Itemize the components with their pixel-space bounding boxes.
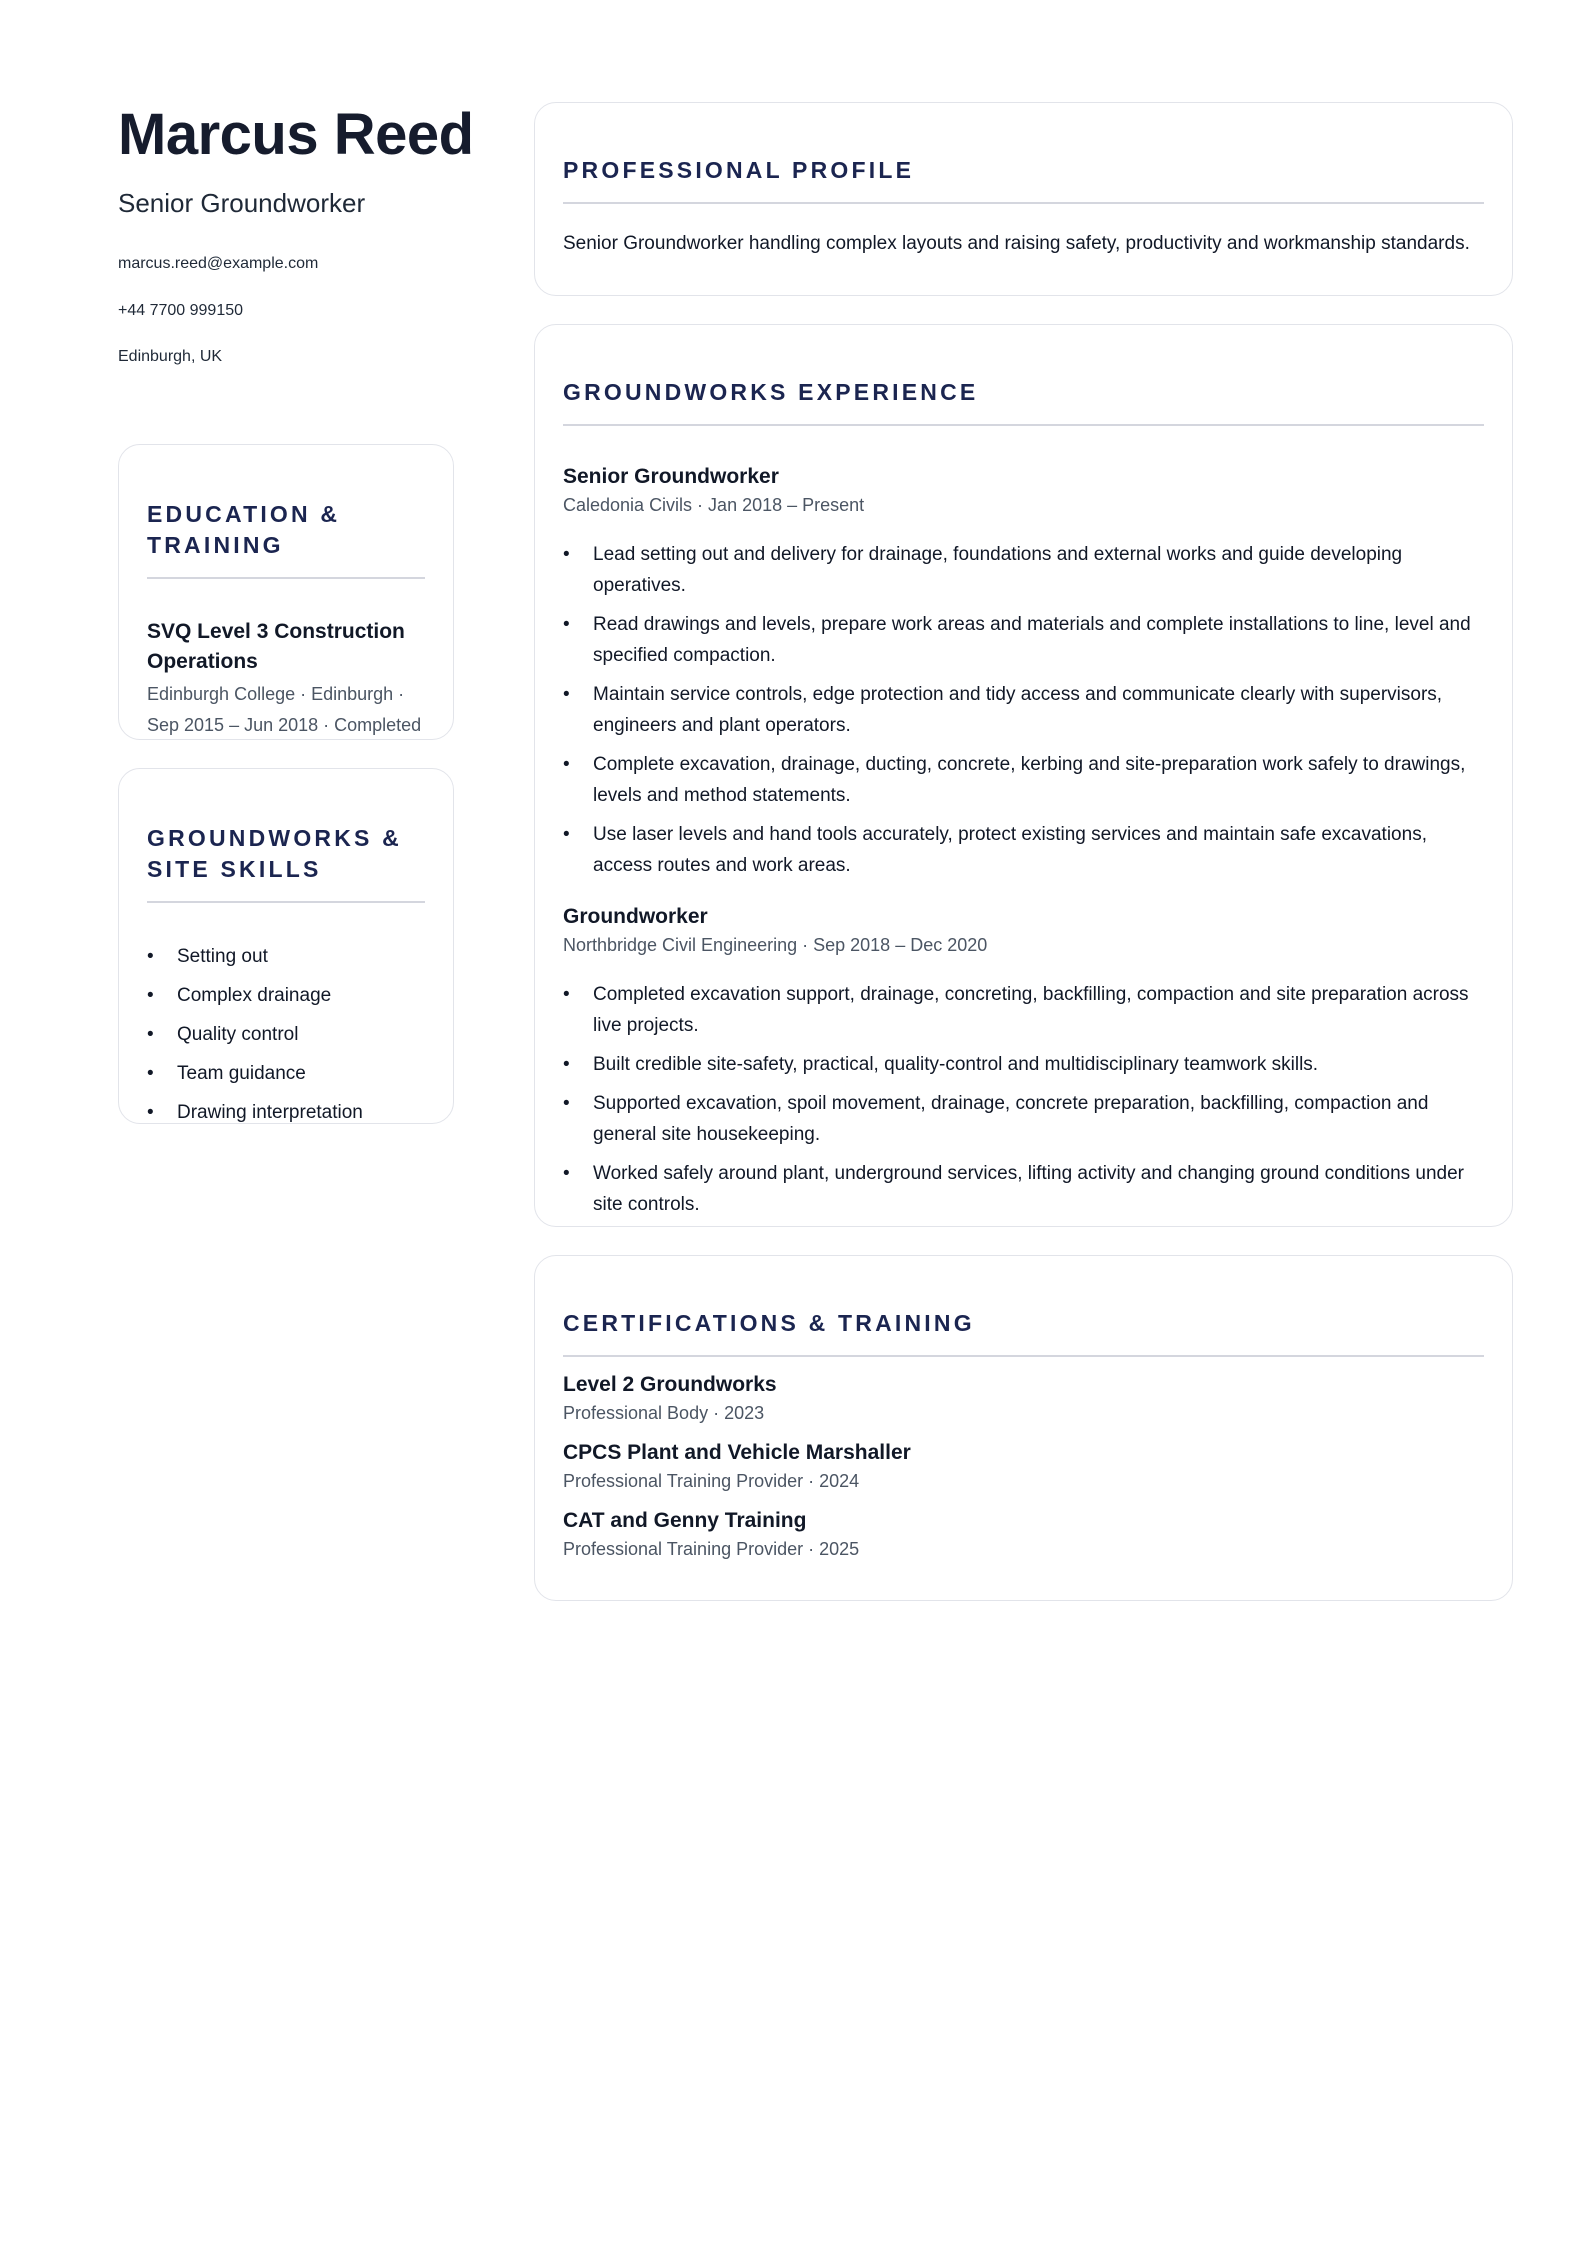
candidate-name: Marcus Reed xyxy=(118,102,474,167)
section-divider xyxy=(147,577,425,579)
job-bullets xyxy=(563,539,1484,881)
job-bullet: • Lead setting out and delivery for drainage, foundations and external works and guide developing operatives. xyxy=(593,539,1484,601)
certification-meta: Professional Training Provider · 2025 xyxy=(563,1539,860,1560)
skills-card xyxy=(118,768,454,1124)
section-divider xyxy=(147,901,425,903)
skills-heading: GROUNDWORKS & SITE SKILLS xyxy=(147,825,402,883)
skill-item: • Quality control xyxy=(177,1015,425,1054)
experience-card xyxy=(534,324,1513,1227)
location-text: Edinburgh, UK xyxy=(118,348,223,366)
certification-meta: Professional Body · 2023 xyxy=(563,1403,765,1424)
certification-name: CAT and Genny Training xyxy=(563,1509,807,1533)
job-bullet: • Maintain service controls, edge protection and tidy access and communicate clearly with supervisors, engineers and plant operators. xyxy=(593,679,1484,741)
certification-item xyxy=(563,1371,1484,1425)
email-text: marcus.reed@example.com xyxy=(118,254,319,272)
job-bullet: • Completed excavation support, drainage, concreting, backfilling, compaction and site preparation across live projects. xyxy=(593,979,1484,1041)
job-meta: Caledonia Civils · Jan 2018 – Present xyxy=(563,495,865,516)
job-title: Groundworker xyxy=(563,905,708,929)
education-meta: Edinburgh College · Edinburgh · Sep 2015 – Jun 2018 · Completed xyxy=(147,684,422,736)
skills-list xyxy=(147,937,425,1124)
certification-item xyxy=(563,1507,1484,1561)
job-bullet: • Use laser levels and hand tools accurately, protect existing services and maintain safe excavations, access routes and work areas. xyxy=(593,819,1484,881)
education-heading: EDUCATION & TRAINING xyxy=(147,501,341,559)
profile-heading: PROFESSIONAL PROFILE xyxy=(563,157,915,183)
certification-name: Level 2 Groundworks xyxy=(563,1373,777,1397)
job-bullet: • Worked safely around plant, underground services, lifting activity and changing ground conditions under site controls. xyxy=(593,1158,1484,1220)
job-bullet: • Built credible site-safety, practical, quality-control and multidisciplinary teamwork skills. xyxy=(593,1049,1484,1080)
job-bullet: • Complete excavation, drainage, ducting, concrete, kerbing and site-preparation work safely to drawings, levels and method statements. xyxy=(593,749,1484,811)
section-divider xyxy=(563,202,1484,204)
certification-meta: Professional Training Provider · 2024 xyxy=(563,1471,860,1492)
job-bullets xyxy=(563,979,1484,1220)
skill-item: • Drawing interpretation xyxy=(177,1093,425,1124)
contact-column xyxy=(118,100,474,366)
section-divider xyxy=(563,1355,1484,1357)
skill-item: • Setting out xyxy=(177,937,425,976)
profile-summary: Senior Groundworker handling complex layouts and raising safety, productivity and workmanship standards. xyxy=(563,233,1470,255)
profile-card xyxy=(534,102,1513,296)
section-divider xyxy=(563,424,1484,426)
candidate-role: Senior Groundworker xyxy=(118,187,366,218)
experience-heading: GROUNDWORKS EXPERIENCE xyxy=(563,379,979,405)
job-meta: Northbridge Civil Engineering · Sep 2018 – Dec 2020 xyxy=(563,935,988,956)
certifications-heading: CERTIFICATIONS & TRAINING xyxy=(563,1310,975,1336)
skill-item: • Complex drainage xyxy=(177,976,425,1015)
phone-text: +44 7700 999150 xyxy=(118,301,244,319)
job-bullet: • Read drawings and levels, prepare work areas and materials and complete installations to line, level and specified compaction. xyxy=(593,609,1484,671)
education-qualification: SVQ Level 3 Construction Operations xyxy=(147,620,405,674)
skill-item: • Team guidance xyxy=(177,1054,425,1093)
certification-name: CPCS Plant and Vehicle Marshaller xyxy=(563,1441,911,1465)
certifications-card xyxy=(534,1255,1513,1601)
certification-item xyxy=(563,1439,1484,1493)
job-title: Senior Groundworker xyxy=(563,465,779,489)
job-bullet: • Supported excavation, spoil movement, drainage, concrete preparation, backfilling, compaction and general site housekeeping. xyxy=(593,1088,1484,1150)
education-card xyxy=(118,444,454,740)
